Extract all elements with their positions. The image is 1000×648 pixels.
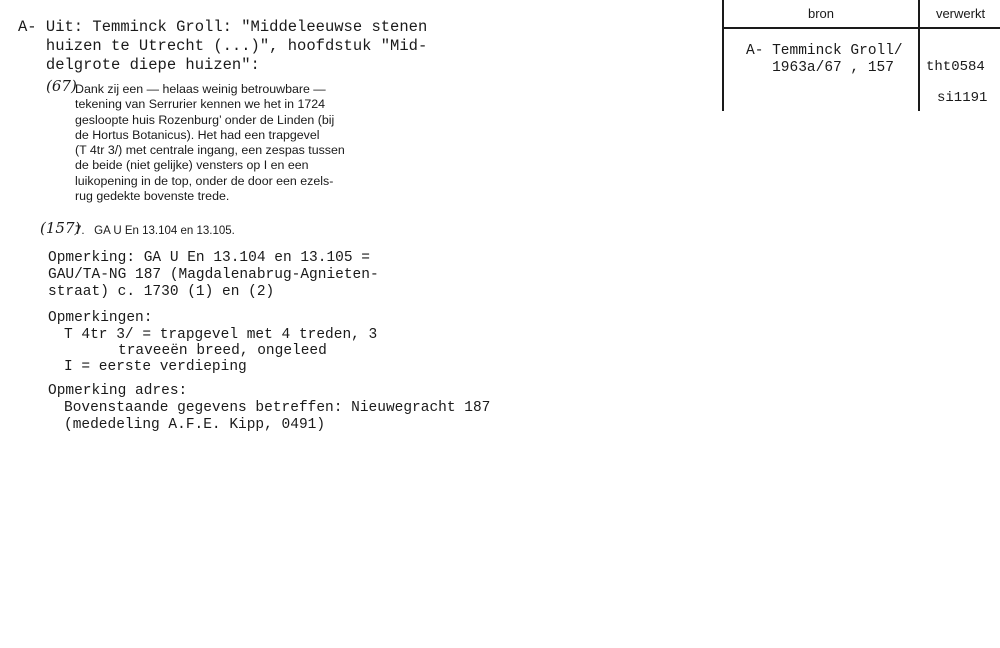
opmerking-block [48,250,379,301]
note-line: (T 4tr 3/) met centrale ingang, een zespas tussen [75,143,345,158]
opmerking-line: straat) c. 1730 (1) en (2) [48,284,275,300]
heading-line: A- Uit: Temminck Groll: "Middeleeuwse stenen [18,18,428,36]
note-marker-67: (67) [46,77,77,95]
opmerkingen-line: T 4tr 3/ = trapgevel met 4 treden, 3 [64,327,378,343]
note-line: luikopening in de top, onder de door een ezels- [75,173,334,188]
note-line: tekening van Serrurier kennen we het in 1724 [75,97,326,112]
note-marker-157: (157) [40,219,81,237]
adres-title: Opmerking adres: [48,383,188,399]
note-line: gesloopte huis Rozenburg’ onder de Linden (bij [75,112,335,127]
opmerking-line: Opmerking: GA U En 13.104 en 13.105 = [48,250,370,266]
note-line: de beide (niet gelijke) vensters op I en een [75,158,309,173]
note-157-text: 7. GA U En 13.104 en 13.105. [75,225,235,237]
table-header-divider [722,27,1000,29]
opmerkingen-line: I = eerste verdieping [64,359,247,375]
opmerkingen-line: traveeën breed, ongeleed [118,343,327,359]
adres-line: (mededeling A.F.E. Kipp, 0491) [64,417,326,433]
verwerkt-code: tht0584 [926,59,985,75]
opmerking-line: GAU/TA-NG 187 (Magdalenabrug-Agnieten- [48,267,379,283]
adres-text [64,400,490,434]
note-line: Dank zij een — helaas weinig betrouwbare — [75,82,326,96]
bron-cell [746,43,903,77]
heading-line: delgrote diepe huizen": [18,56,260,74]
bron-line: A- Temminck Groll/ [746,43,903,59]
table-header-verwerkt: verwerkt [935,6,986,21]
table-column-divider [918,0,920,111]
bron-line: 1963a/67 , 157 [746,60,894,76]
note-67-text [75,82,345,204]
adres-line: Bovenstaande gegevens betreffen: Nieuwegracht 187 [64,400,491,416]
source-heading [18,18,427,75]
opmerkingen-title: Opmerkingen: [48,310,153,326]
table-header-bron: bron [807,6,835,21]
note-line: rug gedekte bovenste trede. [75,189,230,204]
verwerkt-code: si1191 [937,90,988,106]
note-line: de Hortus Botanicus). Het had een trapgevel [75,127,320,142]
heading-line: huizen te Utrecht (...)", hoofdstuk "Mid- [18,37,428,55]
